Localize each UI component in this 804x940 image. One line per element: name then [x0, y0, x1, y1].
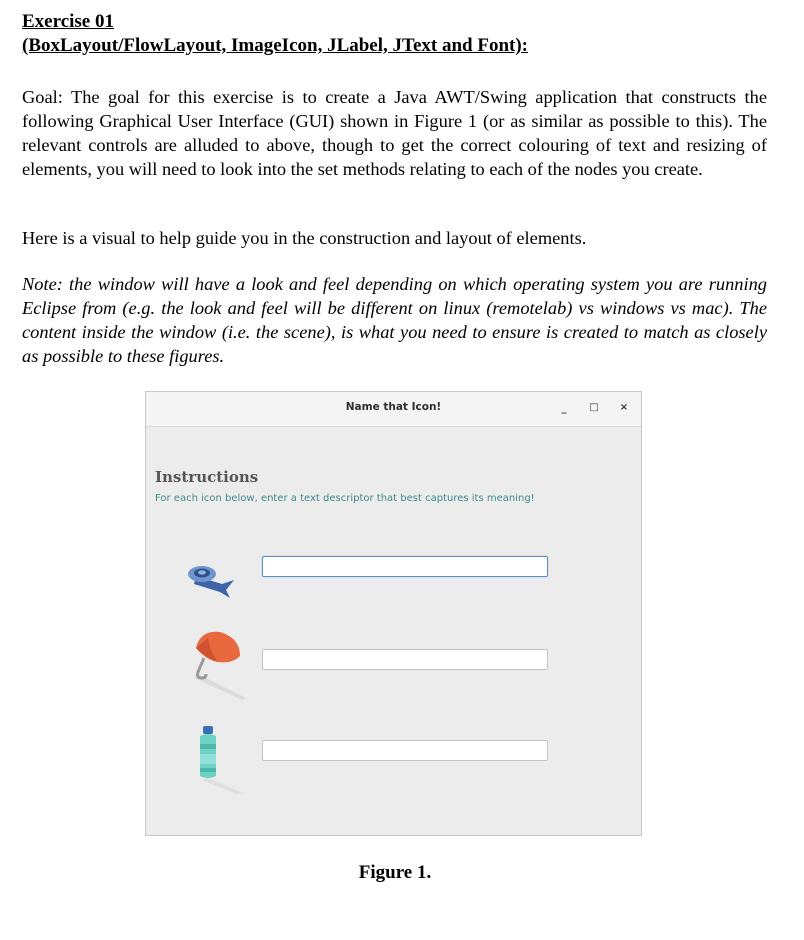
window-title: Name that Icon! — [345, 401, 442, 413]
award-ribbon-icon — [180, 554, 250, 626]
maximize-button[interactable]: □ — [589, 402, 599, 413]
instructions-text: For each icon below, enter a text descriptor that best captures its meaning! — [155, 493, 535, 504]
exercise-subtitle: (BoxLayout/FlowLayout, ImageIcon, JLabel, JText and Font): — [22, 35, 528, 56]
app-window-figure — [145, 391, 642, 836]
icon-2-text-field[interactable] — [262, 649, 548, 670]
icon-3-text-field[interactable] — [262, 740, 548, 761]
note-paragraph: Note: the window will have a look and feel depending on which operating system you are running Eclipse from (e.g. the look and feel will be different on linux (remotelab) vs windows vs mac). The content inside the window (i.e. the scene), is what you need to ensure is created to match as closely as possible to these figures. — [22, 274, 767, 366]
minimize-button[interactable]: _ — [561, 403, 567, 414]
window-titlebar — [146, 392, 641, 427]
umbrella-icon — [180, 628, 250, 700]
water-bottle-icon — [180, 722, 250, 794]
goal-paragraph: Goal: The goal for this exercise is to create a Java AWT/Swing application that constructs the following Graphical User Interface (GUI) shown in Figure 1 (or as similar as possible to this). The relevant controls are alluded to above, though to get the correct colouring of text and resizing of elements, you will need to look into the set methods relating to each of the nodes you create. — [22, 87, 767, 179]
figure-caption: Figure 1. — [358, 862, 432, 883]
icon-1-text-field[interactable] — [262, 556, 548, 577]
exercise-title: Exercise 01 — [22, 11, 114, 32]
exercise-heading — [22, 10, 528, 58]
visual-paragraph: Here is a visual to help guide you in the construction and layout of elements. — [22, 228, 587, 248]
instructions-title: Instructions — [155, 468, 259, 486]
close-button[interactable]: × — [619, 402, 629, 413]
